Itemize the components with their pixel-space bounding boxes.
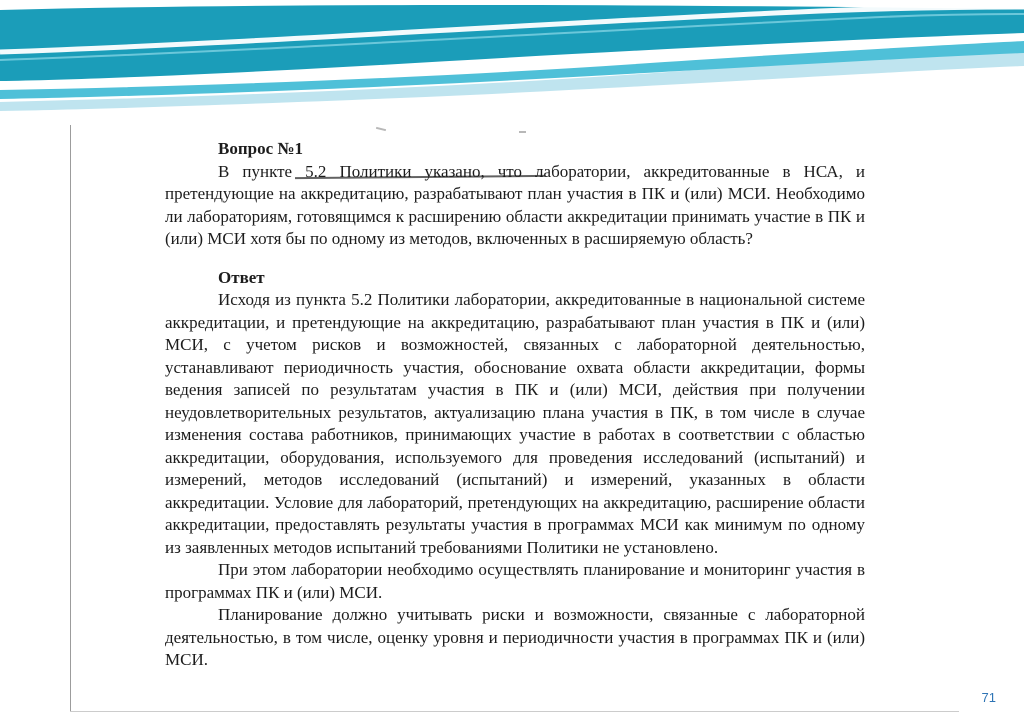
scan-artifact-mark [376, 127, 386, 131]
answer-paragraph: Планирование должно учитывать риски и возможности, связанные с лабораторной деятельностью, в том числе, оценку уровня и периодичности участия в программах ПК и (или) МСИ. [165, 605, 865, 669]
scan-artifact-mark [519, 131, 526, 133]
document-text-block [165, 138, 865, 672]
slide-header-wave-decoration [0, 0, 1024, 118]
answer-heading: Ответ [218, 267, 265, 287]
wave-graphic [0, 0, 1024, 118]
question-heading: Вопрос №1 [218, 139, 303, 158]
slide-page-number: 71 [981, 690, 996, 705]
document-left-border-line [70, 125, 71, 712]
document-bottom-border-line [70, 711, 959, 712]
answer-paragraph: Исходя из пункта 5.2 Политики лаборатории, аккредитованные в национальной системе аккредитации, и претендующие на аккредитацию, разрабатывают план участия в ПК и (или) МСИ, с учетом рисков и возможностей, связанных с лабораторной деятельностью, устанавливают периодичность участия, обоснование охвата области аккредитации, формы ведения записей по результатам участия в ПК и (или) МСИ, действия при получении неудовлетворительных результатов, актуализацию плана участия в ПК, в том числе в случае изменения состава работников, принимающих участие в работах в соответствии с областью аккредитации, оборудования, используемого для проведения исследований (испытаний) и измерений, методов исследований (испытаний) и измерений, указанных в области аккредитации. Условие для лабораторий, претендующих на аккредитацию, расширение области аккредитации, предоставлять результаты участия в программах МСИ как минимум по одному из заявленных методов испытаний требованиями Политики не установлено. [165, 290, 865, 557]
question-text: В пункте 5.2 Политики указано, что лаборатории, аккредитованные в НСА, и претендующие на аккредитацию, разрабатывают план участия в ПК и (или) МСИ. Необходимо ли лабораториям, готовящимся к расширению области аккредитации принимать участие в ПК и (или) МСИ хотя бы по одному из методов, включенных в расширяемую область? [165, 161, 865, 248]
answer-paragraph: При этом лаборатории необходимо осуществлять планирование и мониторинг участия в программах ПК и (или) МСИ. [165, 560, 865, 602]
